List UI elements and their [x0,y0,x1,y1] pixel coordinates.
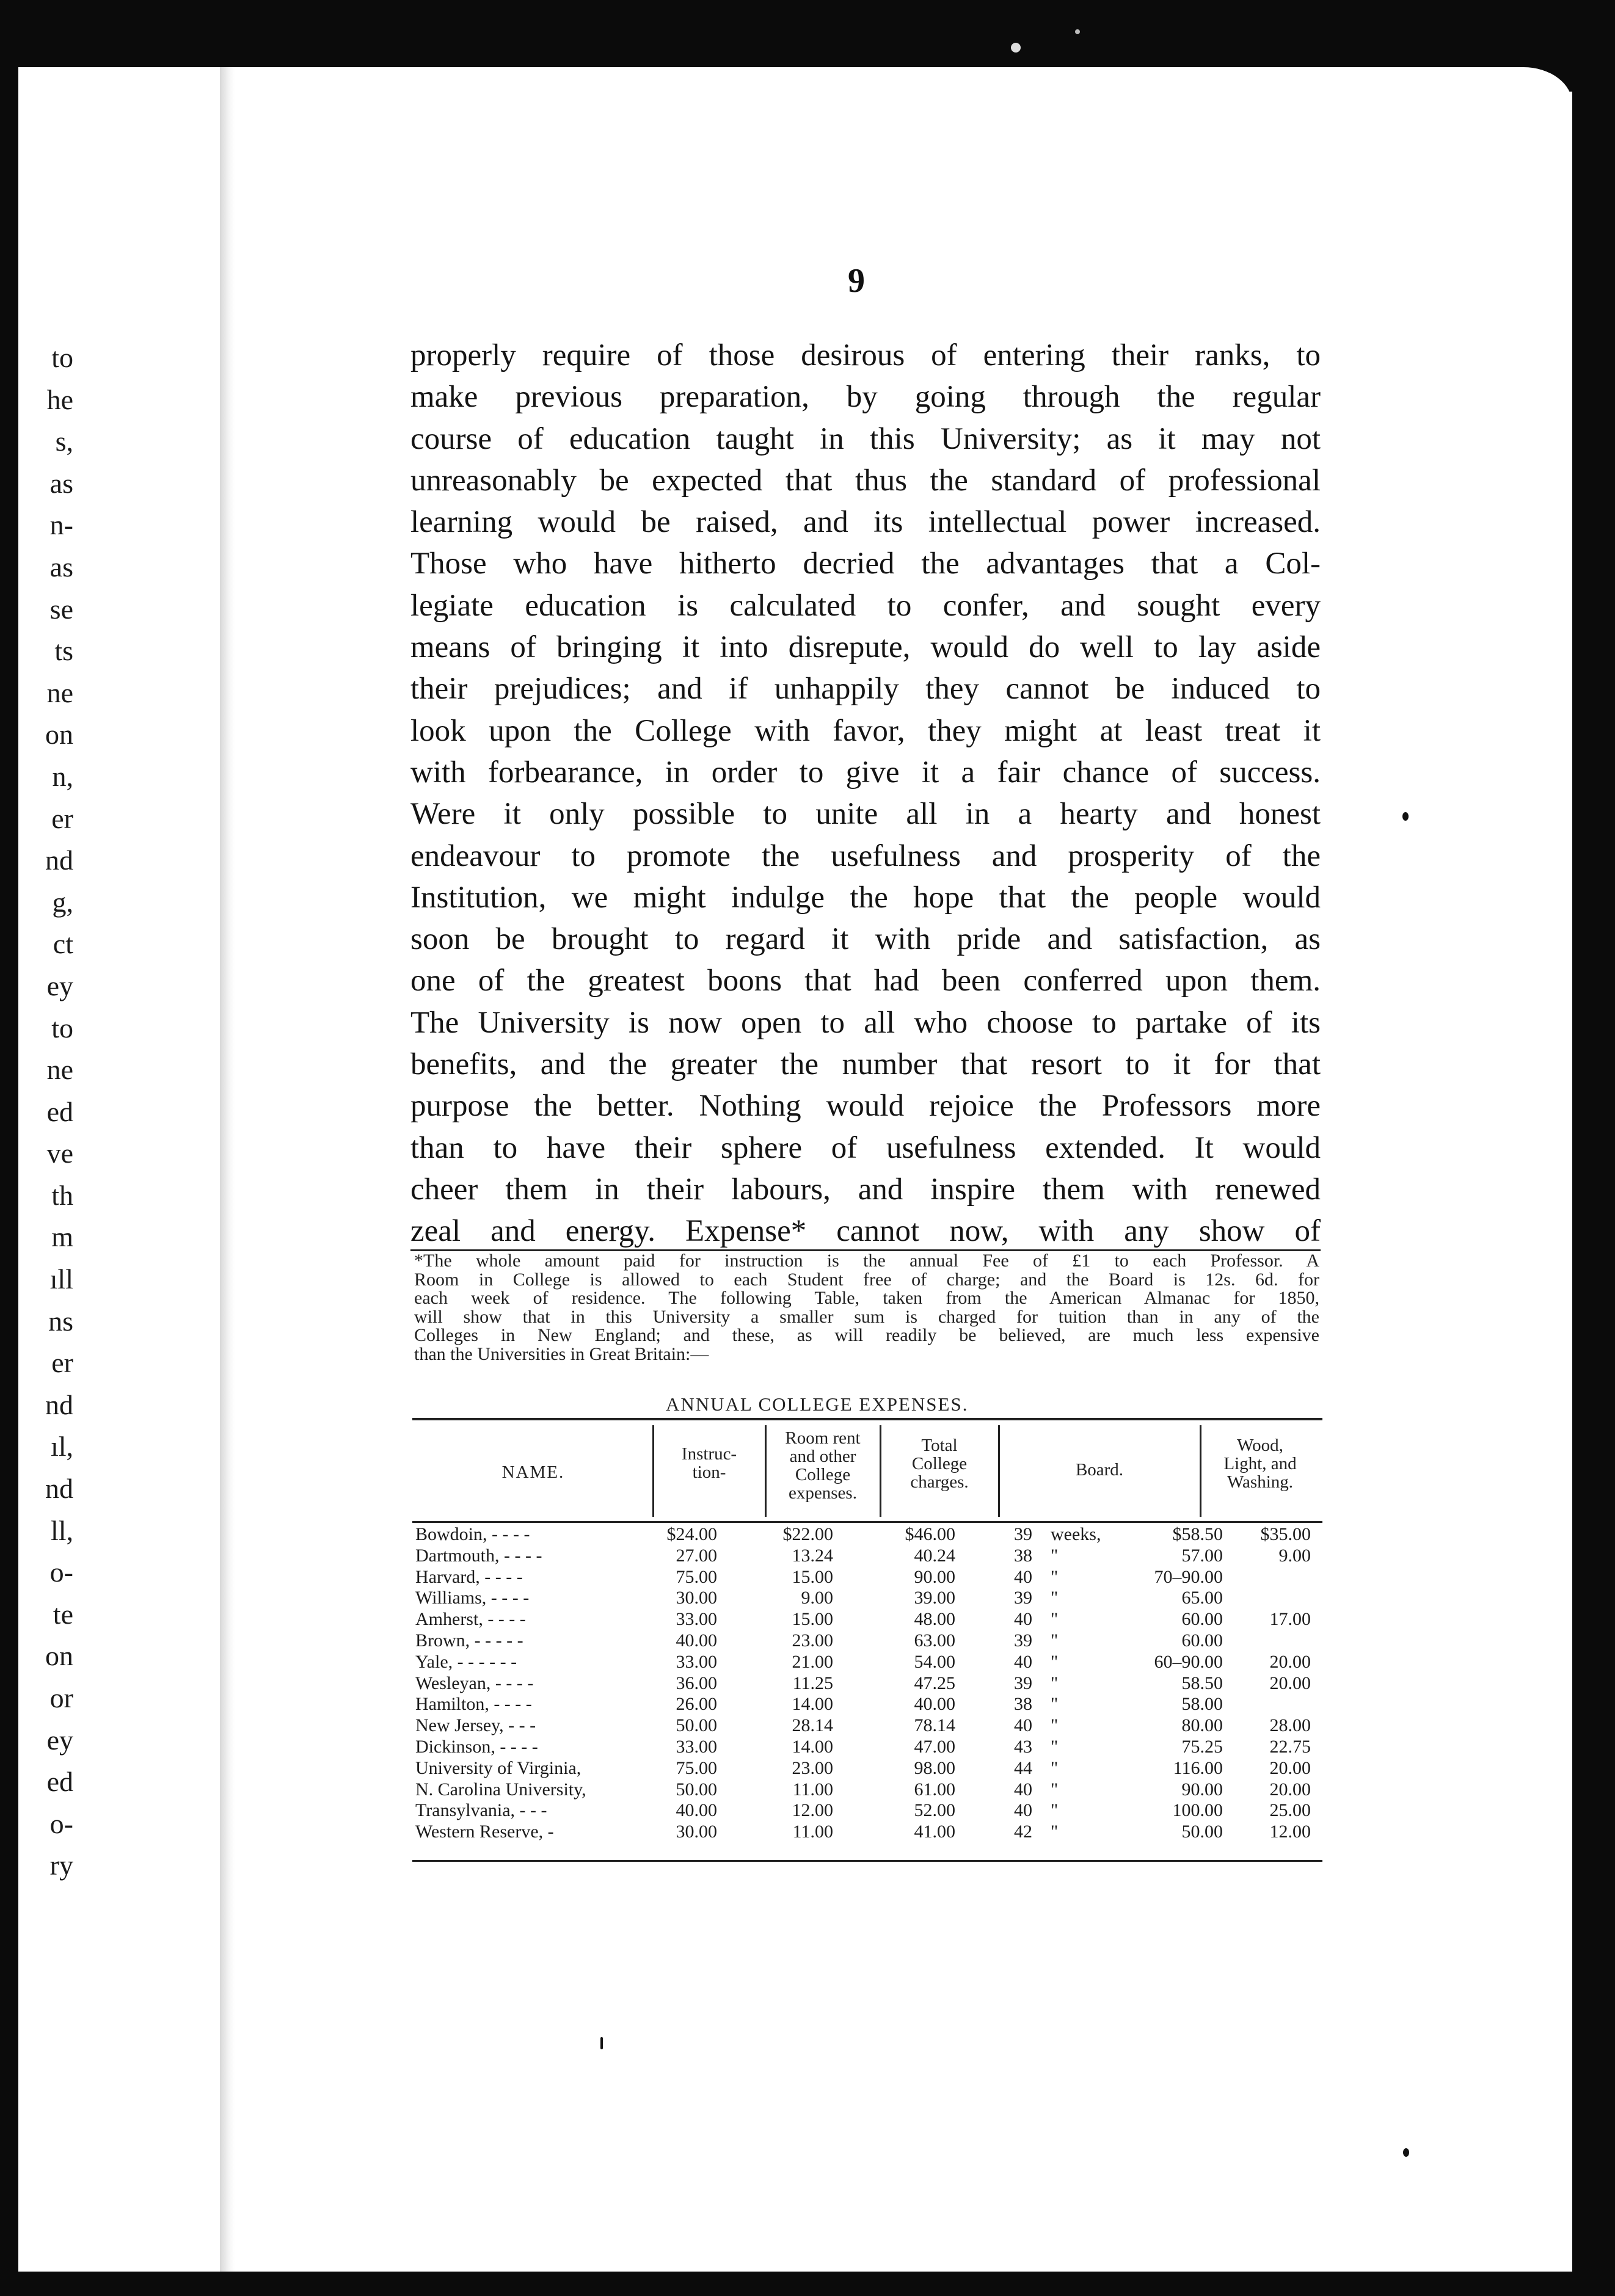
table-column-rule [765,1425,767,1517]
board-unit: " [1051,1545,1059,1566]
table-title: ANNUAL COLLEGE EXPENSES. [666,1393,969,1415]
wood-cost: 20.00 [1269,1779,1311,1800]
total-cost: 41.00 [914,1822,955,1842]
header-line: and other [789,1447,856,1466]
room-cost: 11.00 [792,1822,833,1842]
wood-cost: 20.00 [1269,1651,1311,1672]
margin-fragment: ll, [50,1514,73,1546]
board-unit: " [1051,1736,1059,1757]
instruction-cost: $24.00 [666,1524,717,1544]
room-cost: 23.00 [792,1757,833,1778]
table-rule-top [412,1418,1322,1420]
body-line: soon be brought to regard it with pride and satisfaction, as [410,922,1321,957]
board-unit: weeks, [1051,1524,1101,1544]
margin-fragment: on [45,1640,73,1672]
margin-fragment: ed [46,1766,73,1798]
board-weeks: 40 [1014,1779,1032,1800]
table-row [415,1737,1319,1758]
header-line: Room rent [785,1428,861,1448]
margin-fragment: to [51,342,73,373]
total-cost: 48.00 [914,1609,955,1630]
body-line: with forbearance, in order to give it a fair chance of success. [410,755,1321,790]
table-column-rule [880,1425,881,1517]
board-unit: " [1051,1757,1059,1778]
body-line: endeavour to promote the usefulness and prosperity of the [410,838,1321,873]
header-wood [1202,1436,1318,1491]
margin-fragment: ey [46,1724,73,1756]
scan-border-left [0,0,18,2296]
header-line: College [911,1454,968,1473]
total-cost: 78.14 [914,1715,955,1736]
body-line: properly require of those desirous of entering their ranks, to [410,338,1321,372]
college-name: Harvard, - - - - [415,1566,523,1587]
margin-fragment: s, [55,426,73,457]
header-line: Wood, [1237,1436,1283,1455]
scan-speck [1403,2148,1409,2157]
instruction-cost: 75.00 [676,1757,717,1778]
margin-fragment: m [51,1221,73,1253]
total-cost: 40.00 [914,1694,955,1715]
instruction-cost: 36.00 [676,1673,717,1693]
table-row [415,1758,1319,1779]
header-line: charges. [910,1472,969,1492]
footnote-line: than the Universities in Great Britain:— [414,1343,709,1364]
room-cost: 28.14 [792,1715,833,1736]
room-cost: 11.00 [792,1779,833,1800]
total-cost: 63.00 [914,1630,955,1651]
margin-fragment: n, [52,760,73,792]
instruction-cost: 33.00 [676,1736,717,1757]
board-unit: " [1051,1630,1059,1651]
margin-fragment: ns [48,1305,73,1337]
wood-cost: 28.00 [1269,1715,1311,1736]
header-instruction [655,1445,764,1481]
header-line: NAME. [501,1462,565,1482]
wood-cost: 20.00 [1269,1757,1311,1778]
total-cost: 90.00 [914,1566,955,1587]
room-cost: 23.00 [792,1630,833,1651]
college-name: Williams, - - - - [415,1588,530,1608]
board-unit: " [1051,1779,1059,1800]
wood-cost: 12.00 [1269,1822,1311,1842]
board-weeks: 40 [1014,1715,1032,1736]
margin-fragment: g, [52,886,73,918]
instruction-cost: 30.00 [676,1588,717,1608]
margin-fragment: nd [45,1473,73,1505]
header-name [415,1463,651,1481]
header-room [767,1429,878,1502]
college-name: New Jersey, - - - [415,1715,536,1736]
scan-speck [600,2037,603,2049]
margin-fragment: ne [46,1054,73,1086]
body-line: look upon the College with favor, they might at least treat it [410,713,1321,748]
margin-fragment: to [51,1012,73,1044]
room-cost: 12.00 [792,1800,833,1821]
room-cost: 13.24 [792,1545,833,1566]
header-line: Total [921,1436,958,1455]
body-line: make previous preparation, by going through the regular [410,380,1321,415]
instruction-cost: 26.00 [676,1694,717,1715]
board-cost: 60.00 [1181,1630,1223,1651]
body-line: than to have their sphere of usefulness extended. It would [410,1130,1321,1165]
table-row [415,1822,1319,1843]
scan-border-right [1572,0,1615,2296]
body-line: Institution, we might indulge the hope that the people would [410,880,1321,915]
wood-cost: 20.00 [1269,1673,1311,1693]
table-row [415,1546,1319,1567]
table-body [415,1524,1319,1843]
footnote-line: *The whole amount paid for instruction is the annual Fee of £1 to each Professor. A [414,1251,1319,1271]
margin-fragment: ıll [49,1263,73,1295]
room-cost: 14.00 [792,1736,833,1757]
margin-fragment: se [49,593,73,625]
instruction-cost: 33.00 [676,1609,717,1630]
margin-fragment: ct [53,928,73,960]
body-line: course of education taught in this University; as it may not [410,421,1321,456]
wood-cost: 17.00 [1269,1609,1311,1630]
page-gutter [220,67,235,2272]
body-line: legiate education is calculated to confer, and sought every [410,588,1321,623]
college-name: Amherst, - - - - [415,1609,526,1630]
board-weeks: 39 [1014,1673,1032,1693]
margin-fragment: er [51,1347,73,1379]
wood-cost: 25.00 [1269,1800,1311,1821]
total-cost: 61.00 [914,1779,955,1800]
board-cost: 57.00 [1181,1545,1223,1566]
table-row [415,1694,1319,1715]
board-unit: " [1051,1673,1059,1693]
body-line: means of bringing it into disrepute, would do well to lay aside [410,630,1321,665]
table-rule-header [412,1521,1322,1523]
table-row [415,1673,1319,1695]
table-column-rule [1200,1425,1201,1517]
room-cost: 15.00 [792,1609,833,1630]
board-weeks: 43 [1014,1736,1032,1757]
table-row [415,1652,1319,1673]
margin-fragment: he [46,383,73,415]
board-cost: 90.00 [1181,1779,1223,1800]
board-cost: 65.00 [1181,1588,1223,1608]
margin-fragment: th [51,1179,73,1211]
margin-fragment: ve [46,1138,73,1169]
scan-speck [1402,812,1409,821]
board-unit: " [1051,1715,1059,1736]
body-text [410,335,1321,1252]
body-line: cheer them in their labours, and inspire them with renewed [410,1172,1321,1207]
margin-fragment: as [49,467,73,499]
board-weeks: 38 [1014,1545,1032,1566]
margin-fragment: o- [49,1557,73,1588]
board-weeks: 39 [1014,1524,1032,1544]
college-name: Wesleyan, - - - - [415,1673,534,1693]
scan-speck [1011,43,1021,53]
college-name: Hamilton, - - - - [415,1694,532,1715]
table-column-rule [998,1425,1000,1517]
board-cost: 50.00 [1181,1822,1223,1842]
total-cost: 98.00 [914,1757,955,1778]
margin-fragment: as [49,551,73,583]
header-line: Washing. [1227,1472,1293,1492]
board-weeks: 40 [1014,1800,1032,1821]
board-weeks: 40 [1014,1651,1032,1672]
board-unit: " [1051,1588,1059,1608]
college-name: University of Virginia, [415,1757,581,1778]
footnote [414,1252,1319,1364]
total-cost: 39.00 [914,1588,955,1608]
margin-fragment: te [53,1598,73,1630]
footnote-line: will show that in this University a smaller sum is charged for tuition than in any of the [414,1306,1319,1327]
margin-fragment: ed [46,1095,73,1127]
table-column-rule [652,1425,654,1517]
header-line: Board. [1075,1460,1124,1480]
total-cost: 54.00 [914,1651,955,1672]
board-cost: 58.00 [1181,1694,1223,1715]
margin-fragment: ey [46,970,73,1001]
header-line: Light, and [1223,1454,1297,1473]
room-cost: 11.25 [792,1673,833,1693]
total-cost: 52.00 [914,1800,955,1821]
body-line: one of the greatest boons that had been conferred upon them. [410,964,1321,998]
board-cost: 60–90.00 [1154,1651,1223,1672]
margin-fragment: o- [49,1807,73,1839]
body-line: zeal and energy. Expense* cannot now, with any show of [410,1214,1321,1249]
body-line: learning would be raised, and its intellectual power increased. [410,505,1321,540]
room-cost: 14.00 [792,1694,833,1715]
body-line: Those who have hitherto decried the advantages that a Col- [410,547,1321,581]
college-name: N. Carolina University, [415,1779,586,1800]
instruction-cost: 50.00 [676,1715,717,1736]
margin-fragment: ry [49,1850,73,1881]
instruction-cost: 40.00 [676,1630,717,1651]
header-line: College [795,1465,851,1484]
board-cost: 58.50 [1181,1673,1223,1693]
board-unit: " [1051,1694,1059,1715]
margin-fragment: nd [45,1389,73,1420]
table-row [415,1609,1319,1630]
margin-fragment: er [51,802,73,834]
margin-fragment: nd [45,845,73,876]
board-cost: 100.00 [1172,1800,1223,1821]
footnote-line: Room in College is allowed to each Student free of charge; and the Board is 12s. 6d. for [414,1269,1319,1290]
room-cost: 9.00 [801,1588,833,1608]
board-unit: " [1051,1609,1059,1630]
board-weeks: 40 [1014,1566,1032,1587]
table-rule-bottom [412,1860,1322,1862]
wood-cost: $35.00 [1260,1524,1311,1544]
board-cost: 75.25 [1181,1736,1223,1757]
total-cost: $46.00 [905,1524,955,1544]
page-number: 9 [848,262,865,300]
instruction-cost: 50.00 [676,1779,717,1800]
body-line: purpose the better. Nothing would rejoice the Professors more [410,1089,1321,1124]
table-row [415,1588,1319,1609]
instruction-cost: 27.00 [676,1545,717,1566]
board-unit: " [1051,1800,1059,1821]
header-line: tion- [692,1462,726,1482]
board-unit: " [1051,1566,1059,1587]
room-cost: $22.00 [782,1524,833,1544]
board-weeks: 39 [1014,1630,1032,1651]
margin-fragment: ıl, [50,1431,73,1462]
margin-fragment: or [49,1682,73,1713]
header-total [882,1436,997,1491]
left-margin-fragments [18,337,73,1887]
body-line: their prejudices; and if unhappily they cannot be induced to [410,672,1321,707]
margin-fragment: n- [49,509,73,541]
table-row [415,1779,1319,1801]
board-weeks: 42 [1014,1822,1032,1842]
college-name: Dickinson, - - - - [415,1736,538,1757]
header-board [1001,1461,1198,1479]
room-cost: 15.00 [792,1566,833,1587]
total-cost: 47.25 [914,1673,955,1693]
board-cost: 60.00 [1181,1609,1223,1630]
board-cost: $58.50 [1172,1524,1223,1544]
board-weeks: 40 [1014,1609,1032,1630]
board-weeks: 44 [1014,1757,1032,1778]
board-cost: 70–90.00 [1154,1566,1223,1587]
college-name: Western Reserve, - [415,1822,554,1842]
margin-fragment: on [45,719,73,750]
body-line: unreasonably be expected that thus the standard of professional [410,463,1321,498]
college-name: Bowdoin, - - - - [415,1524,530,1544]
room-cost: 21.00 [792,1651,833,1672]
scan-speck [1075,29,1080,34]
wood-cost: 9.00 [1278,1545,1311,1566]
instruction-cost: 30.00 [676,1822,717,1842]
board-unit: " [1051,1651,1059,1672]
footnote-line: each week of residence. The following Table, taken from the American Almanac for 1850, [414,1288,1319,1309]
margin-fragment: ne [46,677,73,708]
table-row [415,1630,1319,1652]
scan-border-bottom [0,2272,1615,2296]
college-name: Yale, - - - - - - [415,1651,517,1672]
board-weeks: 38 [1014,1694,1032,1715]
table-row [415,1715,1319,1737]
instruction-cost: 33.00 [676,1651,717,1672]
board-weeks: 39 [1014,1588,1032,1608]
total-cost: 47.00 [914,1736,955,1757]
body-line: benefits, and the greater the number that resort to it for that [410,1047,1321,1082]
wood-cost: 22.75 [1269,1736,1311,1757]
board-cost: 116.00 [1173,1757,1223,1778]
table-row [415,1524,1319,1546]
header-line: expenses. [789,1483,857,1503]
college-name: Dartmouth, - - - - [415,1545,542,1566]
body-line: Were it only possible to unite all in a hearty and honest [410,797,1321,832]
table-row [415,1567,1319,1588]
board-unit: " [1051,1822,1059,1842]
college-name: Transylvania, - - - [415,1800,547,1821]
footnote-line: Colleges in New England; and these, as will readily be believed, are much less expensive [414,1325,1319,1346]
instruction-cost: 75.00 [676,1566,717,1587]
board-cost: 80.00 [1181,1715,1223,1736]
margin-fragment: ts [54,635,73,667]
instruction-cost: 40.00 [676,1800,717,1821]
total-cost: 40.24 [914,1545,955,1566]
table-row [415,1800,1319,1822]
body-line: The University is now open to all who choose to partake of its [410,1005,1321,1040]
college-name: Brown, - - - - - [415,1630,523,1651]
header-line: Instruc- [681,1444,737,1464]
